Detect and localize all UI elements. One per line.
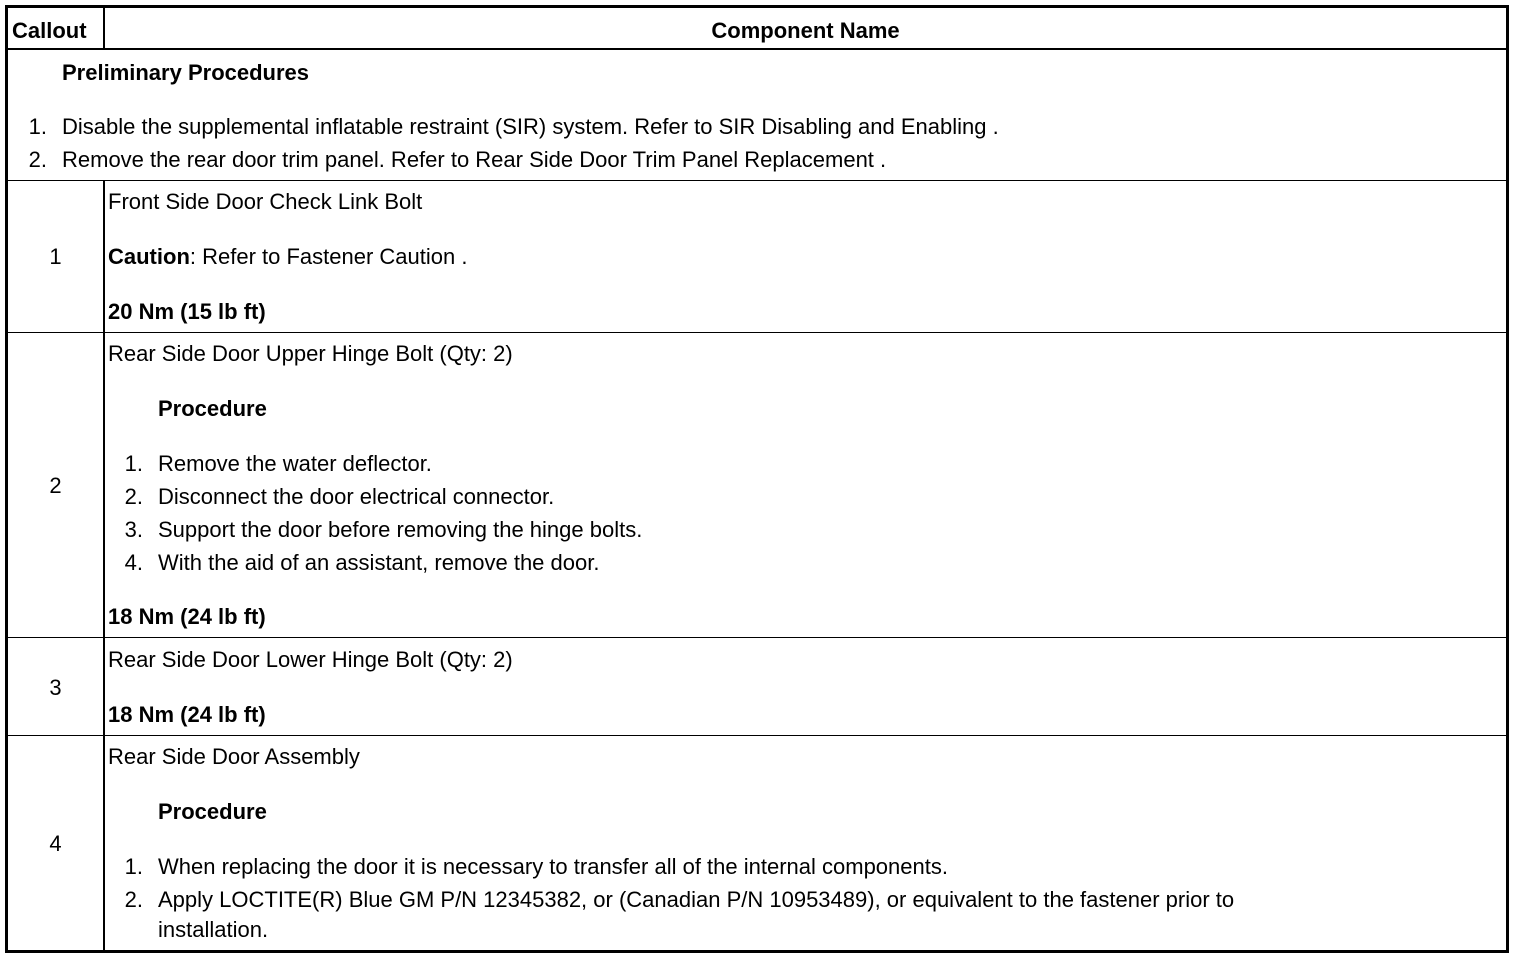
preliminary-section (8, 50, 1506, 180)
procedure-title: Procedure (158, 396, 267, 421)
callout-number: 2 (49, 473, 62, 498)
caution-text: : Refer to Fastener Caution . (189, 244, 468, 269)
caution-label: Caution (108, 244, 190, 269)
component-name: Front Side Door Check Link Bolt (108, 189, 423, 214)
procedure-step-number: 2. (124, 484, 143, 509)
header-component-name: Component Name (711, 18, 900, 43)
procedure-step-text: Apply LOCTITE(R) Blue GM P/N 12345382, or (Canadian P/N 10953489), or equivalent to the fastener prior to (158, 887, 1235, 912)
component-table (5, 5, 1509, 953)
component-name: Rear Side Door Upper Hinge Bolt (Qty: 2) (108, 341, 513, 366)
procedure-step-number: 3. (124, 517, 143, 542)
torque-spec: 18 Nm (24 lb ft) (108, 604, 266, 629)
procedure-step-text: Disconnect the door electrical connector. (158, 484, 555, 509)
procedure-step-text: When replacing the door it is necessary to transfer all of the internal components. (158, 854, 948, 879)
callout-number: 3 (49, 675, 62, 700)
procedure-step-number: 1. (124, 451, 143, 476)
procedure-step-text: Support the door before removing the hinge bolts. (158, 517, 643, 542)
preliminary-step-text: Disable the supplemental inflatable restraint (SIR) system. Refer to SIR Disabling and Enabling . (62, 114, 999, 139)
procedure-step-number: 4. (124, 550, 143, 575)
procedure-step-number: 1. (124, 854, 143, 879)
header-callout: Callout (12, 18, 87, 43)
procedure-step-text-continued: installation. (158, 917, 269, 942)
preliminary-step-number: 1. (28, 114, 47, 139)
caution-note (108, 244, 467, 270)
preliminary-title: Preliminary Procedures (62, 60, 310, 85)
row-divider (8, 180, 1506, 181)
row-divider (8, 332, 1506, 333)
row-divider (8, 637, 1506, 638)
callout-number: 1 (49, 244, 62, 269)
procedure-step-text: With the aid of an assistant, remove the door. (158, 550, 600, 575)
callout-number: 4 (49, 831, 62, 856)
procedure-title: Procedure (158, 799, 267, 824)
component-name: Rear Side Door Lower Hinge Bolt (Qty: 2) (108, 647, 513, 672)
procedure-step-number: 2. (124, 887, 143, 912)
preliminary-step-text: Remove the rear door trim panel. Refer to Rear Side Door Trim Panel Replacement . (62, 147, 887, 172)
torque-spec: 18 Nm (24 lb ft) (108, 702, 266, 727)
procedure-step-text: Remove the water deflector. (158, 451, 432, 476)
preliminary-step-number: 2. (28, 147, 47, 172)
torque-spec: 20 Nm (15 lb ft) (108, 299, 266, 324)
component-name: Rear Side Door Assembly (108, 744, 360, 769)
row-divider (8, 735, 1506, 736)
